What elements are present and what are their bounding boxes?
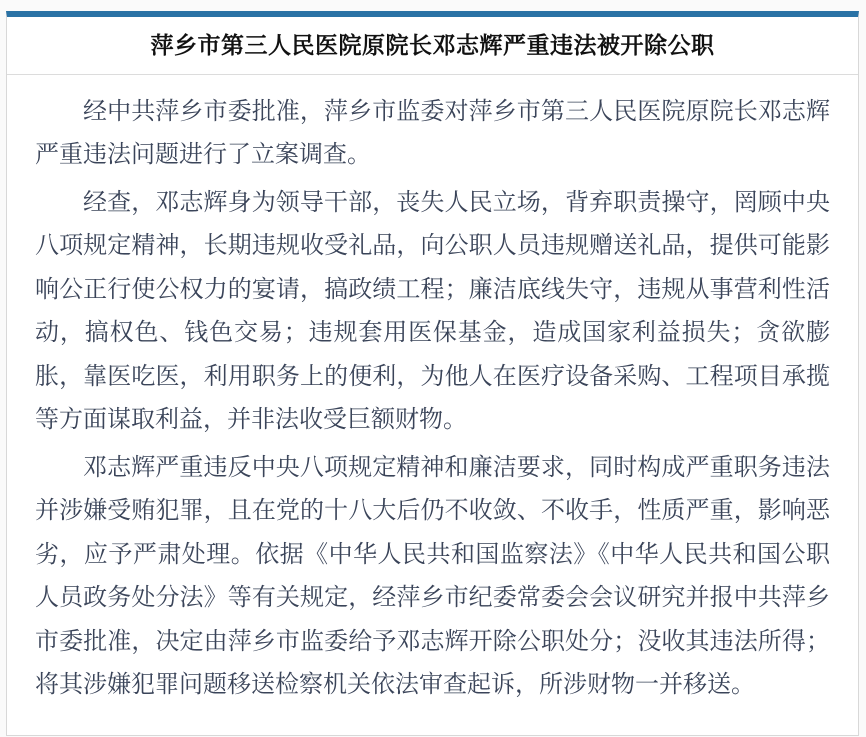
article-paragraph: 经中共萍乡市委批准，萍乡市监委对萍乡市第三人民医院原院长邓志辉严重违法问题进行了立案调查。 [35, 97, 830, 169]
article-paragraph: 经查，邓志辉身为领导干部，丧失人民立场，背弃职责操守，罔顾中央八项规定精神，长期违规收受礼品，向公职人员违规赠送礼品，提供可能影响公正行使公权力的宴请，搞政绩工程；廉洁底线失守，违规从事营利性活动，搞权色、钱色交易；违规套用医保基金，造成国家利益损失；贪欲膨胀，靠医吃医，利用职务上的便利，为他人在医疗设备采购、工程项目承揽等方面谋取利益，并非法收受巨额财物。 [35, 188, 830, 434]
article-card [6, 11, 859, 736]
article-title: 萍乡市第三人民医院原院长邓志辉严重违法被开除公职 [7, 17, 858, 75]
article-paragraph: 邓志辉严重违反中央八项规定精神和廉洁要求，同时构成严重职务违法并涉嫌受贿犯罪，且在党的十八大后仍不收敛、不收手，性质严重，影响恶劣，应予严肃处理。依据《中华人民共和国监察法》《中华人民共和国公职人员政务处分法》等有关规定，经萍乡市纪委常委会会议研究并报中共萍乡市委批准，决定由萍乡市监委给予邓志辉开除公职处分；没收其违法所得；将其涉嫌犯罪问题移送检察机关依法审查起诉，所涉财物一并移送。 [35, 453, 830, 699]
article-body [7, 75, 858, 735]
